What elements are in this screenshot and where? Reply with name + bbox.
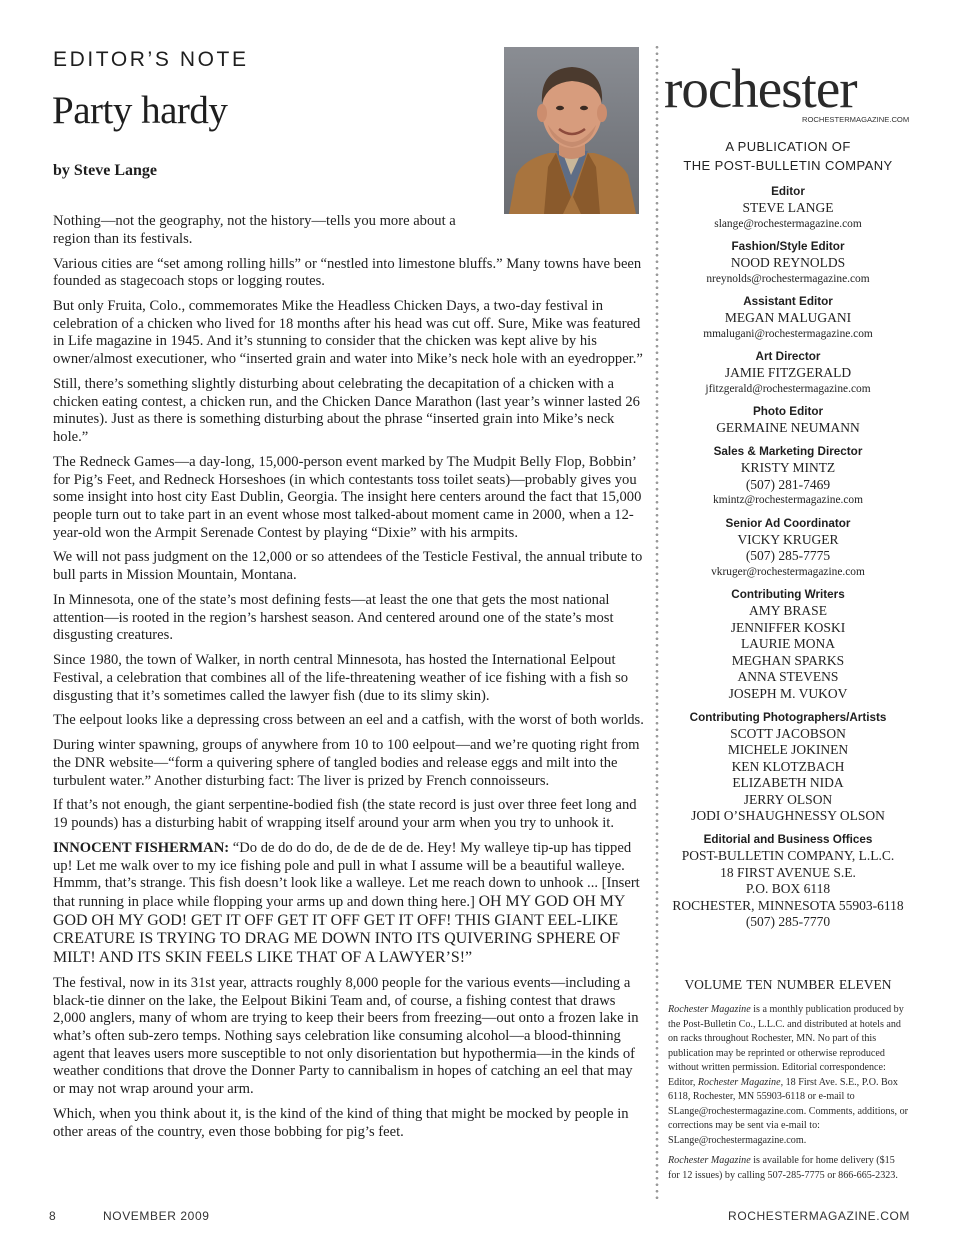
staff-name: KEN KLOTZBACH [731, 758, 845, 774]
publication-line-1: A PUBLICATION OF [725, 139, 851, 154]
fisherman-lead-in: INNOCENT FISHERMAN: [53, 839, 230, 856]
fisherman-paragraph [53, 840, 645, 968]
magazine-title: Rochester Magazine [668, 1004, 751, 1015]
staff-role: Senior Ad Coordinator [725, 516, 851, 530]
staff-name: JOSEPH M. VUKOV [728, 685, 848, 701]
issue-date: NOVEMBER 2009 [103, 1209, 210, 1223]
staff-email[interactable]: vkruger@rochestermagazine.com [711, 565, 865, 578]
article-paragraph: In Minnesota, one of the state’s most defining fests—at least the one that gets the most national attention—is rooted in the region’s harshest season. And centered around one of the state’s most disgusting creatures. [53, 591, 614, 644]
staff-phone: (507) 281-7469 [745, 476, 831, 492]
fineprint-paragraph [668, 1003, 908, 1148]
masthead [664, 58, 926, 124]
article-paragraph: If that’s not enough, the giant serpentine-bodied fish (the state record is just over three feet long and 19 pounds) has a disturbing habit of wrapping itself around your arm when you try to unhook it. [53, 797, 637, 832]
staff-name: SCOTT JACOBSON [730, 725, 846, 741]
article-paragraph: During winter spawning, groups of anywhere from 10 to 100 eelpout—and we’re quoting right from the DNR website—“form a quivering sphere of tangled bodies and release eggs and milt into the turbulent water.” Another disturbing fact: The liver is prized by French connoisseurs. [53, 737, 640, 789]
article-paragraph: The eelpout looks like a depressing cross between an eel and a catfish, with the worst of both worlds. [53, 712, 644, 729]
staff-phone: (507) 285-7770 [745, 914, 831, 929]
article-paragraph: Still, there’s something slightly disturbing about celebrating the decapitation of a chicken with a chicken eating contest, a chicken run, and the Chicken Dance Marathon (last year’s winner lasted 26 minutes). Just as there is something disturbing about the phrase “inserted grain into Mike’s neck hole.” [53, 375, 640, 446]
staff-name: JAMIE FITZGERALD [724, 365, 852, 380]
article-paragraph: Which, when you think about it, is the kind of the kind of thing that might be mocked by people in other areas of the country, even those bobbing for pig’s feet. [53, 1105, 629, 1140]
staff-name: STEVE LANGE [742, 200, 834, 215]
fineprint [668, 1003, 908, 1189]
staff-name: JERRY OLSON [743, 791, 833, 807]
staff-role: Editor [771, 185, 805, 198]
staff-name: MEGAN MALUGANI [724, 310, 852, 325]
staff-email[interactable]: jfitzgerald@rochestermagazine.com [705, 382, 871, 395]
fineprint-text: is a monthly publication produced by the Post-Bulletin Co., L.L.C. and distributed at hotels and on racks throughout Rochester, MN. No part of this publication may be reprinted or otherwise reproduced without written permission. Editorial correspondence: Editor, [668, 1004, 904, 1088]
staff-phone: (507) 285-7775 [745, 548, 831, 563]
footer-url: ROCHESTERMAGAZINE.COM [728, 1209, 910, 1223]
staff-name: ELIZABETH NIDA [732, 775, 844, 790]
staff-role: Assistant Editor [743, 295, 833, 308]
article-paragraph: The festival, now in its 31st year, attracts roughly 8,000 people for the various events—including a black-tie dinner on the lake, the Eelpout Bikini Team and, of course, a fishing contest that draws 2,000 anglers, many of whom are trying to keep their beers from freezing—out onto a frozen lake in what’s often sub-zero temps. Nothing says celebration like consuming alcohol—a blood-thinning agent that leaves users more susceptible to not only disorientation but hypothermia—in the kinds of weather conditions that drove the Donner Party to cannibalism in hopes of catching an eel that may or may not wrap around your arm. [53, 974, 639, 1098]
byline: by Steve Lange [53, 162, 157, 179]
masthead-url: ROCHESTERMAGAZINE.COM [802, 115, 910, 124]
staff-name: MEGHAN SPARKS [731, 652, 845, 668]
staff-name: JENNIFFER KOSKI [730, 619, 846, 635]
staff-name: ROCHESTER, MINNESOTA 55903-6118 [672, 897, 904, 913]
staff-name: POST-BULLETIN COMPANY, L.L.C. [681, 848, 895, 863]
article-paragraph: We will not pass judgment on the 12,000 or so attendees of the Testicle Festival, the annual tribute to bull parts in Mission Mountain, Montana. [53, 549, 643, 584]
article-body [53, 213, 645, 1148]
fineprint-text: is available for home delivery ($15 for 12 issues) by calling 507-285-7775 or 866-665-2323. [668, 1155, 898, 1181]
staff-role: Contributing Photographers/Artists [689, 710, 887, 724]
staff-name: VICKY KRUGER [737, 531, 839, 547]
staff-name: KRISTY MINTZ [740, 460, 836, 475]
fineprint-text: 18 First Ave. S.E., P.O. Box 6118, Rochester, MN 55903-6118 or e-mail to SLange@rochestermagazine.com. Comments, additions, or corrections may be sent via e-mail to: SLange@rochestermagazine.com. [668, 1076, 908, 1146]
article-paragraph: Nothing—not the geography, not the history—tells you more about a region than its festivals. [53, 213, 456, 247]
article-paragraph: The Redneck Games—a day-long, 15,000-person event marked by The Mudpit Belly Flop, Bobbin’ for Pig’s Feet, and Redneck Horseshoes (in which contestants toss toilet seats)—probably gives you some insight into host city East Dublin, Georgia. The insight here centers around the fact that 15,000 people turn out to take part in an event whose most talked-about moment came in 2000, when a 12-year-old won the Armpit Serenade Contest by playing “Dixie” with his armpits. [53, 453, 642, 541]
fineprint-paragraph [668, 1154, 908, 1183]
staff-role: Photo Editor [752, 405, 824, 418]
article-paragraph: Various cities are “set among rolling hills” or “nestled into limestone bluffs.” Many towns have been founded as stagecoach stops or logging routes. [53, 255, 642, 290]
staff-role: Art Director [755, 350, 821, 363]
publication-line-2: THE POST-BULLETIN COMPANY [683, 157, 893, 173]
volume-number: VOLUME TEN NUMBER ELEVEN [684, 977, 892, 992]
staff-role: Editorial and Business Offices [703, 833, 873, 846]
staff-name: GERMAINE NEUMANN [716, 420, 860, 435]
magazine-title: Rochester Magazine, [697, 1076, 784, 1088]
author-photo [504, 47, 639, 214]
staff-role: Fashion/Style Editor [731, 240, 845, 253]
masthead-logo: rochester [664, 58, 857, 119]
staff-name: 18 FIRST AVENUE S.E. [720, 864, 856, 880]
staff-email[interactable]: mmalugani@rochestermagazine.com [703, 327, 873, 340]
staff-email[interactable]: nreynolds@rochestermagazine.com [706, 272, 870, 285]
staff-name: P.O. BOX 6118 [745, 881, 831, 896]
article-paragraph: But only Fruita, Colo., commemorates Mike the Headless Chicken Days, a two-day festival in celebration of a chicken who lived for 18 months after his head was cut off. Sure, Mike was featured in Life magazine in 1945. And it’s stunning to consider that the chicken was kept alive by his owner/almost executioner, who “inserted grain and water into Mike’s neck hole with an eyedropper.” [53, 298, 643, 368]
headline: Party hardy [52, 89, 228, 132]
fisherman-text: “Do de do do do, de de de de de. Hey! My walleye tip-up has tipped up! Let me walk over to my ice fishing pole and pull in what I assume will be a beautiful walleye. Hmmm, that’s strange. This fish doesn’t look like a walleye. Let me reach down to unhook ... [Insert that running in place while flopping your arms up and down thing here.] [53, 839, 640, 910]
staff-name: AMY BRASE [749, 603, 827, 618]
page-number: 8 [49, 1209, 56, 1223]
staff-name: JODI O’SHAUGHNESSY OLSON [691, 808, 885, 823]
staff-name: LAURIE MONA [740, 636, 836, 651]
publication-line [666, 138, 910, 175]
fisherman-shout: OH MY GOD OH MY GOD OH MY GOD! GET IT OFF GET IT OFF GET IT OFF! THIS GIANT EEL-LIKE CREATURE IS TRYING TO DRAG ME DOWN INTO ITS QUIVERING SPHERE OF MILT! AND ITS SKIN FEELS LIKE THAT OF A LAWYER’S!” [53, 892, 625, 967]
staff-email[interactable]: slange@rochestermagazine.com [714, 217, 862, 230]
staff-list [666, 184, 910, 931]
staff-email[interactable]: kmintz@rochestermagazine.com [713, 494, 863, 506]
article-paragraph: Since 1980, the town of Walker, in north central Minnesota, has hosted the International Eelpout Festival, a celebration that combines all of the life-threatening weather of ice fishing with a fish so disgusting that it’s sometimes called the lawyer fish (due to its slimy skin). [53, 652, 629, 704]
staff-role: Sales & Marketing Director [713, 445, 863, 458]
magazine-title: Rochester Magazine [668, 1155, 751, 1166]
staff-role: Contributing Writers [731, 588, 845, 601]
staff-name: MICHELE JOKINEN [727, 742, 849, 757]
column-divider [655, 44, 659, 1202]
staff-name: NOOD REYNOLDS [730, 255, 846, 270]
staff-name: ANNA STEVENS [737, 669, 839, 684]
section-kicker: EDITOR’S NOTE [53, 48, 249, 71]
